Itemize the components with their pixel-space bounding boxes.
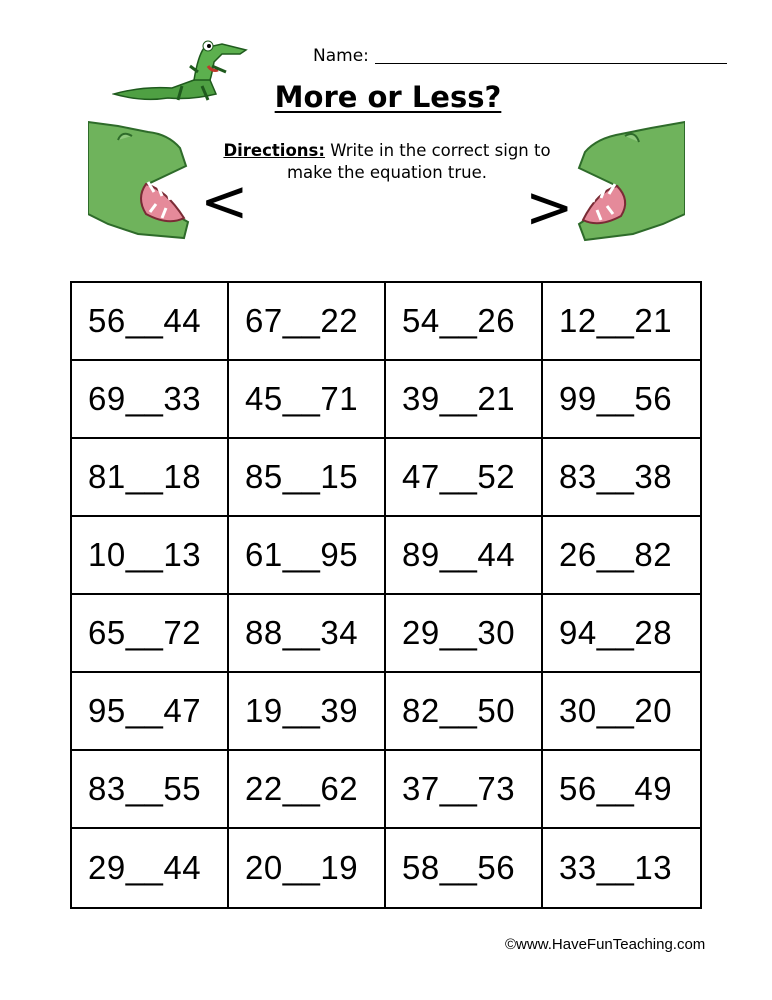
name-write-line[interactable] (375, 63, 727, 64)
problem-grid (70, 281, 702, 909)
problem-cell[interactable]: 82__50 (386, 673, 543, 751)
worksheet-title: More or Less? (274, 80, 502, 114)
problem-cell[interactable]: 56__44 (72, 283, 229, 361)
problem-cell[interactable]: 22__62 (229, 751, 386, 829)
problem-cell[interactable]: 85__15 (229, 439, 386, 517)
problem-cell[interactable]: 83__55 (72, 751, 229, 829)
problem-cell[interactable]: 67__22 (229, 283, 386, 361)
copyright-footer: ©www.HaveFunTeaching.com (505, 936, 706, 953)
directions-label: Directions: (223, 141, 325, 160)
alligator-open-mouth-left-icon (88, 118, 200, 246)
problem-cell[interactable]: 29__30 (386, 595, 543, 673)
less-than-sign: < (200, 167, 249, 235)
problem-cell[interactable]: 39__21 (386, 361, 543, 439)
directions (212, 140, 562, 184)
alligator-open-mouth-right-icon (555, 118, 685, 246)
problem-cell[interactable]: 47__52 (386, 439, 543, 517)
problem-cell[interactable]: 54__26 (386, 283, 543, 361)
problem-cell[interactable]: 19__39 (229, 673, 386, 751)
problem-cell[interactable]: 29__44 (72, 829, 229, 907)
problem-cell[interactable]: 58__56 (386, 829, 543, 907)
problem-cell[interactable]: 26__82 (543, 517, 700, 595)
greater-than-sign: > (525, 173, 574, 241)
problem-cell[interactable]: 12__21 (543, 283, 700, 361)
directions-text: Write in the correct sign to make the equation true. (286, 141, 551, 182)
problem-cell[interactable]: 83__38 (543, 439, 700, 517)
problem-cell[interactable]: 94__28 (543, 595, 700, 673)
problem-cell[interactable]: 81__18 (72, 439, 229, 517)
problem-cell[interactable]: 33__13 (559, 849, 673, 886)
name-label: Name: (313, 46, 369, 66)
problem-cell[interactable]: 61__95 (229, 517, 386, 595)
problem-cell[interactable]: 56__49 (543, 751, 700, 829)
problem-cell[interactable]: 10__13 (72, 517, 229, 595)
problem-cell[interactable]: 30__20 (543, 673, 700, 751)
problem-cell[interactable]: 20__19 (229, 829, 386, 907)
problem-cell[interactable]: 69__33 (72, 361, 229, 439)
problem-cell[interactable]: 45__71 (229, 361, 386, 439)
problem-cell[interactable]: 37__73 (386, 751, 543, 829)
problem-cell[interactable]: 88__34 (229, 595, 386, 673)
problem-cell[interactable]: 89__44 (386, 517, 543, 595)
problem-cell[interactable]: 99__56 (543, 361, 700, 439)
problem-cell[interactable]: 95__47 (72, 673, 229, 751)
alligator-walking-icon (112, 36, 252, 108)
problem-cell[interactable]: 65__72 (72, 595, 229, 673)
